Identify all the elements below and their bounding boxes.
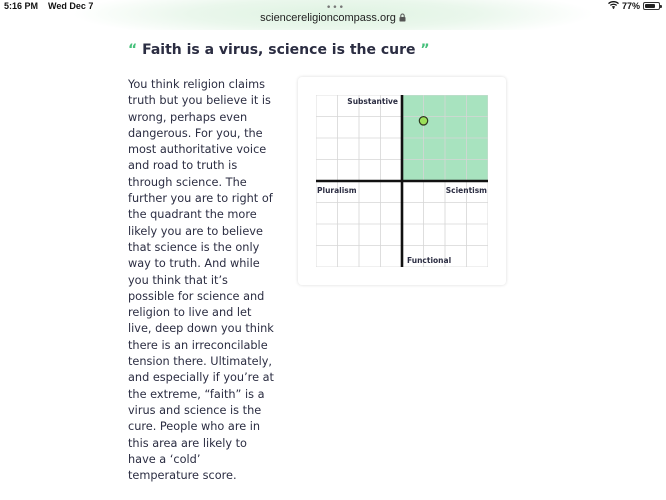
compass-card: [298, 77, 506, 285]
status-bar: [0, 0, 666, 13]
lock-icon: [399, 13, 406, 25]
result-title-text: Faith is a virus, science is the cure: [142, 42, 416, 58]
address-field[interactable]: [0, 12, 666, 25]
label-pluralism: Pluralism: [317, 186, 357, 195]
status-time: 5:16 PM: [4, 1, 39, 11]
more-dots-icon[interactable]: •••: [326, 3, 345, 13]
open-quote: “: [128, 42, 138, 58]
url-text: sciencereligioncompass.org: [260, 12, 396, 24]
battery-icon: [643, 2, 660, 10]
battery-level: [645, 4, 655, 8]
wifi-icon: [608, 1, 619, 11]
compass-chart: [316, 95, 488, 267]
label-functional: Functional: [407, 256, 452, 265]
status-date: Wed Dec 7: [48, 1, 94, 11]
label-substantive: Substantive: [347, 97, 398, 106]
result-description: You think religion claims truth but you believe it is wrong, perhaps even dangerous. For you, the most authoritative voice and road to truth is through science. The further you are to right of the quadrant the more likely you are to believe that science is the only way to truth. And while you think that it’s possible for science and religion to live and let live, deep down you think there is an irreconcilable tension there. Ultimately, and especially if you’re at the extreme, “faith” is a virus and science is the cure. People who are in this area are likely to have a ‘cold’ temperature score.: [128, 78, 274, 483]
result-title: [128, 42, 430, 58]
close-quote: ”: [420, 42, 430, 58]
position-marker: [419, 117, 427, 125]
label-scientism: Scientism: [445, 186, 487, 195]
battery-percent: 77%: [621, 1, 640, 11]
